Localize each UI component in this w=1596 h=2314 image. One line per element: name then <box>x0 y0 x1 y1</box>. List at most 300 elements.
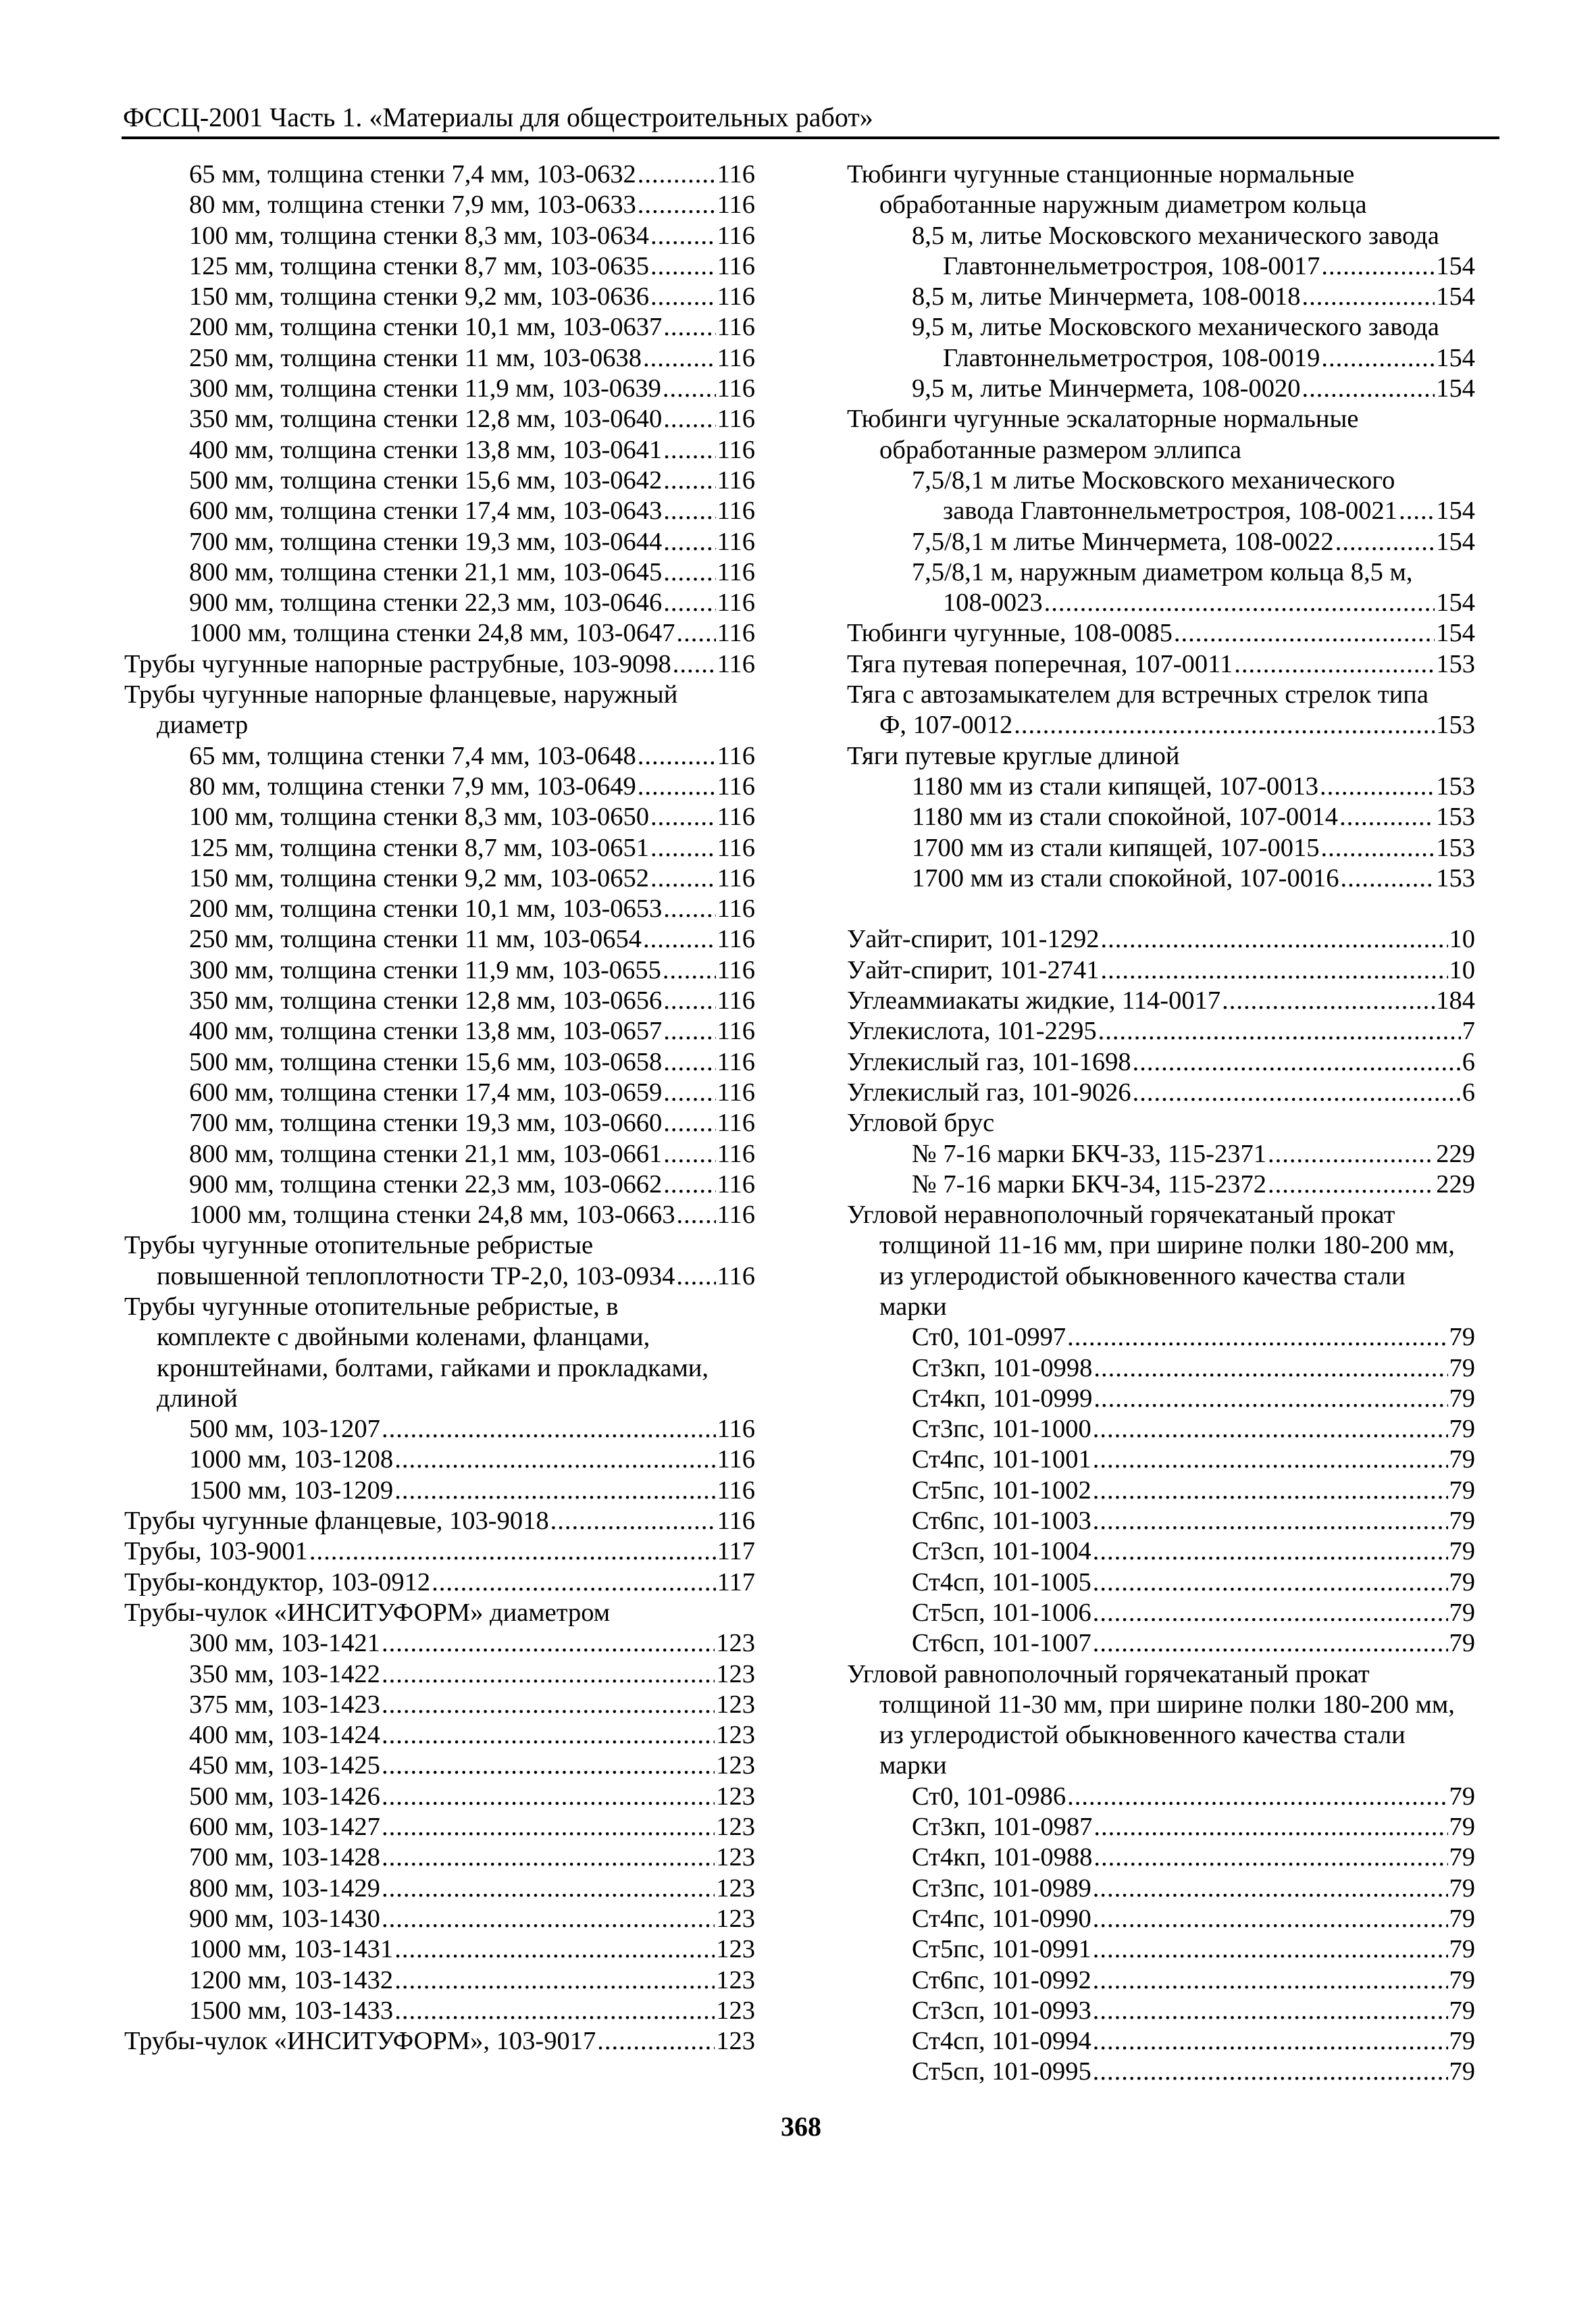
dot-leader <box>550 1506 716 1536</box>
index-entry-page: 79 <box>1449 1965 1475 1994</box>
index-entry-page: 116 <box>717 405 755 434</box>
dot-leader <box>638 741 716 772</box>
index-entry <box>124 1751 755 1781</box>
index-entry-page: 123 <box>716 1996 755 2025</box>
dot-leader <box>663 894 715 924</box>
index-entry-text: диаметр <box>157 711 249 740</box>
index-entry-page: 79 <box>1449 1567 1475 1596</box>
dot-leader <box>1098 1016 1461 1047</box>
dot-leader <box>663 312 715 343</box>
index-entry-text: 300 мм, толщина стенки 11,9 мм, 103-0655 <box>189 955 661 984</box>
dot-leader <box>382 1842 715 1873</box>
dot-leader <box>663 1016 715 1047</box>
index-entry-text: марки <box>879 1292 947 1321</box>
dot-leader <box>1093 1353 1447 1384</box>
index-entry <box>847 1506 1475 1536</box>
index-entry-text: 1000 мм, толщина стенки 24,8 мм, 103-0663 <box>189 1201 675 1230</box>
dot-leader <box>1234 649 1435 680</box>
index-entry <box>124 190 755 220</box>
index-entry-text: 150 мм, толщина стенки 9,2 мм, 103-0652 <box>189 863 650 892</box>
index-entry-page: 154 <box>1436 282 1475 311</box>
index-entry-text: 108-0023 <box>943 588 1043 618</box>
index-entry-page: 123 <box>716 1751 755 1780</box>
index-entry-text: 250 мм, толщина стенки 11 мм, 103-0654 <box>189 925 642 954</box>
index-entry <box>124 1353 755 1384</box>
index-entry-text: 1700 мм из стали спокойной, 107-0016 <box>912 863 1339 892</box>
index-entry-page: 79 <box>1449 1537 1475 1566</box>
dot-leader <box>1093 1567 1448 1598</box>
index-entry <box>847 1016 1475 1047</box>
index-entry-text: Тяги путевые круглые длиной <box>847 741 1180 770</box>
index-entry-text: Ст3пс, 101-1000 <box>912 1415 1091 1444</box>
index-entry-text: Ст3сп, 101-0993 <box>912 1996 1091 2025</box>
index-entry-page: 116 <box>717 466 755 495</box>
dot-leader <box>1093 1904 1448 1934</box>
index-entry-text: 250 мм, толщина стенки 11 мм, 103-0638 <box>189 343 642 372</box>
index-entry-page: 154 <box>1436 588 1475 618</box>
index-entry-page: 79 <box>1449 1904 1475 1933</box>
index-entry-text: 1500 мм, 103-1209 <box>189 1476 394 1505</box>
index-entry-text: 900 мм, толщина стенки 22,3 мм, 103-0646 <box>189 588 663 618</box>
index-entry <box>124 404 755 434</box>
index-entry-text: Ст5сп, 101-0995 <box>912 2057 1091 2086</box>
index-entry-text: Трубы, 103-9001 <box>124 1537 308 1566</box>
dot-leader <box>1335 527 1435 557</box>
index-entry-page: 79 <box>1449 1507 1475 1536</box>
index-entry-text: 125 мм, толщина стенки 8,7 мм, 103-0651 <box>189 833 650 862</box>
index-entry-text: Трубы чугунные отопительные ребристые <box>124 1231 594 1260</box>
dot-leader <box>643 924 716 955</box>
index-entry <box>124 496 755 526</box>
index-entry <box>124 680 755 710</box>
index-entry-text: кронштейнами, болтами, гайками и прокладками, <box>157 1353 709 1382</box>
index-entry-text: Ст4сп, 101-1005 <box>912 1567 1091 1596</box>
index-entry-text: Трубы чугунные фланцевые, 103-9018 <box>124 1507 549 1536</box>
dot-leader <box>638 772 716 802</box>
dot-leader <box>1302 282 1435 312</box>
index-entry <box>124 435 755 466</box>
index-entry-text: толщиной 11-16 мм, при ширине полки 180-200 мм, <box>879 1231 1455 1260</box>
index-entry-page: 154 <box>1436 497 1475 526</box>
index-entry-text: Углекислый газ, 101-9026 <box>847 1078 1131 1107</box>
index-entry <box>124 802 755 832</box>
index-entry-page: 116 <box>717 649 755 678</box>
index-entry <box>124 1016 755 1047</box>
index-entry <box>847 1078 1475 1108</box>
index-entry <box>847 588 1475 618</box>
index-entry-text: Ст4пс, 101-1001 <box>912 1445 1091 1474</box>
index-entry-text: Ст0, 101-0986 <box>912 1782 1066 1811</box>
index-entry <box>124 863 755 894</box>
index-entry-text: 100 мм, толщина стенки 8,3 мм, 103-0634 <box>189 221 650 250</box>
index-entry <box>124 1230 755 1261</box>
index-entry <box>847 710 1475 740</box>
index-entry-text: 600 мм, 103-1427 <box>189 1813 380 1842</box>
index-entry-page: 153 <box>1436 711 1475 740</box>
index-entry-text: 700 мм, 103-1428 <box>189 1843 380 1872</box>
index-entry-page: 116 <box>717 1109 755 1138</box>
index-entry-page: 229 <box>1436 1139 1475 1168</box>
index-entry-text: 1180 мм из стали кипящей, 107-0013 <box>912 772 1319 801</box>
index-entry <box>847 435 1475 466</box>
index-entry-text: Ст3пс, 101-0989 <box>912 1873 1091 1903</box>
dot-leader <box>1321 251 1435 282</box>
index-entry <box>847 1476 1475 1506</box>
index-entry-text: Ст5пс, 101-0991 <box>912 1935 1091 1964</box>
index-entry <box>124 588 755 618</box>
index-entry <box>847 1782 1475 1812</box>
index-entry <box>124 710 755 740</box>
index-entry-page: 116 <box>717 1078 755 1107</box>
index-entry <box>124 1720 755 1751</box>
dot-leader <box>1093 1476 1448 1506</box>
dot-leader <box>1339 802 1435 832</box>
index-entry-page: 153 <box>1436 863 1475 892</box>
dot-leader <box>382 1659 715 1690</box>
index-entry <box>124 649 755 680</box>
index-entry-text: 9,5 м, литье Минчермета, 108-0020 <box>912 374 1301 403</box>
index-entry <box>847 1628 1475 1659</box>
index-entry-page: 116 <box>717 955 755 984</box>
index-entry-text: Уайт-спирит, 101-1292 <box>847 925 1100 954</box>
index-entry-page: 116 <box>717 588 755 618</box>
index-entry <box>847 221 1475 251</box>
index-entry-page: 79 <box>1449 1935 1475 1964</box>
dot-leader <box>650 802 716 832</box>
index-entry-text: Ст4сп, 101-0994 <box>912 2027 1091 2056</box>
dot-leader <box>1014 710 1435 740</box>
index-entry-page: 79 <box>1449 2027 1475 2056</box>
index-entry-text: толщиной 11-30 мм, при ширине полки 180-200 мм, <box>879 1690 1455 1719</box>
dot-leader <box>394 1476 715 1506</box>
index-entry-text: 1000 мм, толщина стенки 24,8 мм, 103-0647 <box>189 619 675 648</box>
index-entry-page: 116 <box>717 772 755 801</box>
index-entry-text: 600 мм, толщина стенки 17,4 мм, 103-0643 <box>189 497 663 526</box>
dot-leader <box>1093 1812 1447 1842</box>
dot-leader <box>382 1782 715 1812</box>
dot-leader <box>382 1720 715 1751</box>
dot-leader <box>1302 374 1435 404</box>
index-entry <box>847 1200 1475 1230</box>
index-entry <box>124 894 755 924</box>
dot-leader <box>382 1751 715 1781</box>
index-entry <box>124 1414 755 1444</box>
index-entry <box>124 1261 755 1292</box>
dot-leader <box>1133 1078 1461 1108</box>
dot-leader <box>394 1996 715 2026</box>
dot-leader <box>643 343 716 374</box>
dot-leader <box>1093 2026 1448 2057</box>
index-entry <box>847 1598 1475 1628</box>
index-entry-text: 900 мм, 103-1430 <box>189 1904 380 1933</box>
dot-leader <box>650 282 716 312</box>
index-entry <box>124 1812 755 1842</box>
index-entry-page: 10 <box>1449 955 1475 984</box>
index-entry-page: 123 <box>716 1813 755 1842</box>
index-entry-text: 900 мм, толщина стенки 22,3 мм, 103-0662 <box>189 1169 663 1199</box>
index-entry-page: 116 <box>717 343 755 372</box>
index-entry-text: 1000 мм, 103-1431 <box>189 1935 394 1964</box>
index-entry-text: Тяга с автозамыкателем для встречных стрелок типа <box>847 680 1428 709</box>
index-entry-page: 123 <box>716 1629 755 1658</box>
index-entry <box>847 1934 1475 1965</box>
dot-leader <box>663 955 716 986</box>
index-entry <box>847 680 1475 710</box>
index-entry <box>124 312 755 343</box>
index-entry <box>847 1904 1475 1934</box>
index-entry <box>124 1659 755 1690</box>
index-entry-text: № 7-16 марки БКЧ-34, 115-2372 <box>912 1169 1266 1199</box>
dot-leader <box>382 1414 716 1444</box>
index-entry <box>124 343 755 374</box>
dot-leader <box>638 159 716 190</box>
index-entry-text: 400 мм, толщина стенки 13,8 мм, 103-0641 <box>189 435 663 464</box>
index-entry-page: 116 <box>717 191 755 220</box>
index-entry-page: 6 <box>1462 1078 1475 1107</box>
dot-leader <box>650 863 716 894</box>
dot-leader <box>1174 618 1435 649</box>
index-entry-text: 350 мм, толщина стенки 12,8 мм, 103-0640 <box>189 405 663 434</box>
dot-leader <box>1268 1139 1435 1169</box>
index-entry-text: Тюбинги чугунные, 108-0085 <box>847 619 1173 648</box>
dot-leader <box>650 833 716 863</box>
index-entry-page: 79 <box>1449 1813 1475 1842</box>
index-entry-text: 100 мм, толщина стенки 8,3 мм, 103-0650 <box>189 803 650 832</box>
index-entry-text: 600 мм, толщина стенки 17,4 мм, 103-0659 <box>189 1078 663 1107</box>
index-entry <box>847 1567 1475 1598</box>
index-entry <box>847 1690 1475 1720</box>
index-entry-page: 116 <box>717 1507 755 1536</box>
index-entry-text: Ст4кп, 101-0999 <box>912 1384 1093 1413</box>
index-entry-text: из углеродистой обыкновенного качества стали <box>879 1721 1406 1750</box>
index-entry <box>124 1078 755 1108</box>
dot-leader <box>1044 588 1435 618</box>
index-entry-page: 116 <box>717 1017 755 1046</box>
index-entry-page: 116 <box>717 1261 755 1290</box>
index-entry-text: 200 мм, толщина стенки 10,1 мм, 103-0653 <box>189 895 663 924</box>
index-entry-page: 79 <box>1449 1415 1475 1444</box>
index-entry-page: 116 <box>717 803 755 832</box>
index-entry <box>124 1567 755 1598</box>
index-entry <box>847 1108 1475 1138</box>
index-entry <box>124 1292 755 1322</box>
index-entry-page: 79 <box>1449 1384 1475 1413</box>
index-entry <box>847 1292 1475 1322</box>
dot-leader <box>382 1904 715 1934</box>
index-column-right <box>847 159 1475 2088</box>
dot-leader <box>394 1444 715 1475</box>
index-entry-page: 123 <box>716 2027 755 2056</box>
index-entry <box>847 1720 1475 1751</box>
index-entry <box>124 1200 755 1230</box>
index-entry-text: 300 мм, толщина стенки 11,9 мм, 103-0639 <box>189 374 661 403</box>
index-entry-page: 79 <box>1449 1843 1475 1872</box>
index-entry-page: 123 <box>716 1904 755 1933</box>
index-entry <box>847 527 1475 557</box>
index-entry-page: 7 <box>1462 1017 1475 1046</box>
index-entry-text: 800 мм, толщина стенки 21,1 мм, 103-0645 <box>189 557 663 586</box>
index-entry-page: 123 <box>716 1721 755 1750</box>
index-entry <box>847 1169 1475 1200</box>
index-entry-page: 123 <box>716 1965 755 1994</box>
index-entry-text: Ст3кп, 101-0998 <box>912 1353 1093 1382</box>
index-entry-page: 10 <box>1449 925 1475 954</box>
index-entry <box>847 649 1475 680</box>
dot-leader <box>663 496 715 526</box>
index-entry-text: Углекислота, 101-2295 <box>847 1017 1097 1046</box>
index-entry-page: 116 <box>717 527 755 556</box>
index-entry-text: 400 мм, 103-1424 <box>189 1721 380 1750</box>
dot-leader <box>677 618 716 649</box>
index-entry-text: 1700 мм из стали кипящей, 107-0015 <box>912 833 1320 862</box>
dot-leader <box>663 1078 715 1108</box>
index-entry-page: 79 <box>1449 1476 1475 1505</box>
index-entry-text: 350 мм, 103-1422 <box>189 1659 380 1688</box>
index-entry <box>847 2026 1475 2057</box>
dot-leader <box>663 588 715 618</box>
index-entry <box>124 1444 755 1475</box>
index-entry <box>124 1322 755 1353</box>
index-entry-page: 6 <box>1462 1047 1475 1076</box>
dot-leader <box>650 251 716 282</box>
index-entry <box>847 1873 1475 1904</box>
dot-leader <box>1093 1965 1448 1996</box>
dot-leader <box>1101 924 1448 955</box>
index-entry-text: 500 мм, 103-1207 <box>189 1415 380 1444</box>
dot-leader <box>1093 1934 1448 1965</box>
index-entry <box>847 955 1475 986</box>
index-entry-page: 116 <box>717 1139 755 1168</box>
index-entry <box>847 1751 1475 1781</box>
index-entry-page: 79 <box>1449 1996 1475 2025</box>
index-entry-page: 154 <box>1436 527 1475 556</box>
dot-leader <box>1067 1782 1447 1812</box>
index-entry <box>847 557 1475 588</box>
index-entry-text: 800 мм, толщина стенки 21,1 мм, 103-0661 <box>189 1139 663 1168</box>
index-entry-page: 116 <box>717 497 755 526</box>
index-entry <box>124 1873 755 1904</box>
dot-leader <box>1133 1047 1461 1078</box>
index-entry <box>847 1139 1475 1169</box>
page-header-title: ФССЦ-2001 Часть 1. «Материалы для общестроительных работ» <box>123 102 873 132</box>
index-entry-text: длиной <box>157 1384 238 1413</box>
index-entry-text: Ст5пс, 101-1002 <box>912 1476 1091 1505</box>
index-column-left <box>124 159 755 2057</box>
index-entry-text: Углекислый газ, 101-1698 <box>847 1047 1131 1076</box>
index-entry-text: Тюбинги чугунные эскалаторные нормальные <box>847 405 1359 434</box>
dot-leader <box>1093 1506 1448 1536</box>
index-entry-text: Трубы-чулок «ИНСИТУФОРМ», 103-9017 <box>124 2027 596 2056</box>
index-entry <box>124 1476 755 1506</box>
index-entry <box>847 986 1475 1016</box>
index-entry-text: Трубы чугунные напорные раструбные, 103-9098 <box>124 649 671 678</box>
dot-leader <box>309 1536 716 1567</box>
dot-leader <box>677 1200 716 1230</box>
index-entry <box>124 466 755 496</box>
index-entry-text: Трубы-чулок «ИНСИТУФОРМ» диаметром <box>124 1598 611 1627</box>
index-entry-text: № 7-16 марки БКЧ-33, 115-2371 <box>912 1139 1266 1168</box>
index-entry <box>124 1047 755 1078</box>
index-entry-page: 116 <box>717 221 755 250</box>
index-entry-text: 8,5 м, литье Минчермета, 108-0018 <box>912 282 1301 311</box>
index-entry-page: 153 <box>1436 772 1475 801</box>
index-entry-text: Ст3сп, 101-1004 <box>912 1537 1091 1566</box>
index-entry <box>124 1598 755 1628</box>
dot-leader <box>663 527 715 557</box>
index-entry-page: 123 <box>716 1843 755 1872</box>
dot-leader <box>663 374 716 404</box>
index-entry-text: 400 мм, толщина стенки 13,8 мм, 103-0657 <box>189 1017 663 1046</box>
index-entry-page: 79 <box>1449 1873 1475 1903</box>
dot-leader <box>382 1690 715 1720</box>
index-entry-page: 116 <box>717 374 755 403</box>
index-entry <box>847 1444 1475 1475</box>
index-entry-text: Главтоннельметростроя, 108-0017 <box>943 251 1320 280</box>
index-entry-page: 116 <box>717 863 755 892</box>
index-entry <box>847 190 1475 220</box>
index-entry-text: Ст6пс, 101-1003 <box>912 1507 1091 1536</box>
index-entry <box>847 1230 1475 1261</box>
dot-leader <box>382 1812 715 1842</box>
index-entry-page: 116 <box>717 251 755 280</box>
index-entry <box>124 221 755 251</box>
header-rule <box>122 136 1499 139</box>
index-entry-page: 79 <box>1449 1323 1475 1352</box>
index-entry-page: 116 <box>717 435 755 464</box>
index-entry <box>124 1996 755 2026</box>
dot-leader <box>1321 343 1435 374</box>
index-entry-page: 79 <box>1449 1629 1475 1658</box>
index-entry <box>124 772 755 802</box>
index-entry <box>124 986 755 1016</box>
index-entry <box>847 2057 1475 2087</box>
dot-leader <box>432 1567 716 1598</box>
index-entry-page: 154 <box>1436 374 1475 403</box>
index-entry <box>847 1842 1475 1873</box>
index-entry-page: 154 <box>1436 343 1475 372</box>
index-entry-text: 500 мм, толщина стенки 15,6 мм, 103-0642 <box>189 466 663 495</box>
index-entry-text: 150 мм, толщина стенки 9,2 мм, 103-0636 <box>189 282 650 311</box>
index-entry-text: 375 мм, 103-1423 <box>189 1690 380 1719</box>
dot-leader <box>597 2026 715 2057</box>
index-entry-text: обработанные размером эллипса <box>879 435 1241 464</box>
index-entry-text: Ф, 107-0012 <box>879 711 1013 740</box>
dot-leader <box>1093 1444 1448 1475</box>
index-entry <box>124 527 755 557</box>
index-entry <box>847 1414 1475 1444</box>
dot-leader <box>638 190 716 220</box>
index-entry-text: 7,5/8,1 м, наружным диаметром кольца 8,5 м, <box>912 557 1413 586</box>
index-entry-page: 116 <box>717 833 755 862</box>
index-entry-text: 1200 мм, 103-1432 <box>189 1965 394 1994</box>
index-entry-text: 500 мм, 103-1426 <box>189 1782 380 1811</box>
dot-leader <box>663 435 715 466</box>
index-entry-page: 117 <box>717 1537 755 1566</box>
index-entry-text: завода Главтоннельметростроя, 108-0021 <box>943 497 1398 526</box>
dot-leader <box>1093 1414 1448 1444</box>
index-entry-text: Тюбинги чугунные станционные нормальные <box>847 160 1355 188</box>
index-entry-text: Ст6пс, 101-0992 <box>912 1965 1091 1994</box>
index-entry-text: Главтоннельметростроя, 108-0019 <box>943 343 1320 372</box>
section-gap <box>847 894 1475 924</box>
index-entry <box>124 1965 755 1996</box>
page-number: 368 <box>781 2111 821 2142</box>
dot-leader <box>1093 1628 1448 1659</box>
index-entry <box>124 159 755 190</box>
index-entry <box>847 1659 1475 1690</box>
dot-leader <box>1093 1873 1448 1904</box>
index-entry-text: 450 мм, 103-1425 <box>189 1751 380 1780</box>
